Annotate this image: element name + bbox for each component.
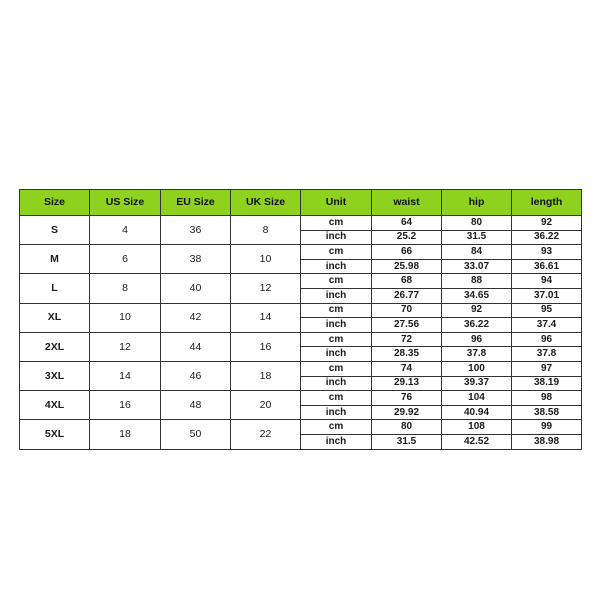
unit-cell: cm [301, 274, 372, 289]
size-cell: XL [20, 303, 90, 332]
length-cell: 37.4 [512, 318, 582, 333]
size-cell: L [20, 274, 90, 303]
uk-size-cell: 10 [231, 245, 301, 274]
hip-cell: 96 [442, 332, 512, 347]
hip-cell: 108 [442, 420, 512, 435]
header-unit: Unit [301, 190, 372, 216]
table-row [20, 274, 582, 289]
us-size-cell: 18 [90, 420, 161, 449]
unit-cell: inch [301, 288, 372, 303]
us-size-cell: 10 [90, 303, 161, 332]
table-row [20, 245, 582, 260]
eu-size-cell: 38 [161, 245, 231, 274]
us-size-cell: 16 [90, 391, 161, 420]
waist-cell: 76 [372, 391, 442, 406]
us-size-cell: 6 [90, 245, 161, 274]
uk-size-cell: 16 [231, 332, 301, 361]
header-uk-size: UK Size [231, 190, 301, 216]
length-cell: 97 [512, 361, 582, 376]
eu-size-cell: 42 [161, 303, 231, 332]
uk-size-cell: 12 [231, 274, 301, 303]
hip-cell: 92 [442, 303, 512, 318]
us-size-cell: 8 [90, 274, 161, 303]
length-cell: 93 [512, 245, 582, 260]
table-row [20, 332, 582, 347]
length-cell: 36.61 [512, 259, 582, 274]
us-size-cell: 4 [90, 216, 161, 245]
eu-size-cell: 46 [161, 361, 231, 390]
header-row [20, 190, 582, 216]
eu-size-cell: 50 [161, 420, 231, 449]
hip-cell: 100 [442, 361, 512, 376]
waist-cell: 80 [372, 420, 442, 435]
us-size-cell: 12 [90, 332, 161, 361]
uk-size-cell: 8 [231, 216, 301, 245]
hip-cell: 34.65 [442, 288, 512, 303]
hip-cell: 33.07 [442, 259, 512, 274]
table-row [20, 361, 582, 376]
waist-cell: 29.13 [372, 376, 442, 391]
length-cell: 92 [512, 216, 582, 231]
header-eu-size: EU Size [161, 190, 231, 216]
hip-cell: 36.22 [442, 318, 512, 333]
header-size: Size [20, 190, 90, 216]
hip-cell: 40.94 [442, 405, 512, 420]
unit-cell: inch [301, 405, 372, 420]
unit-cell: cm [301, 391, 372, 406]
table-row [20, 391, 582, 406]
size-cell: M [20, 245, 90, 274]
uk-size-cell: 14 [231, 303, 301, 332]
table-row [20, 216, 582, 231]
unit-cell: inch [301, 318, 372, 333]
unit-cell: cm [301, 303, 372, 318]
unit-cell: inch [301, 347, 372, 362]
uk-size-cell: 18 [231, 361, 301, 390]
size-cell: S [20, 216, 90, 245]
unit-cell: cm [301, 420, 372, 435]
hip-cell: 37.8 [442, 347, 512, 362]
unit-cell: cm [301, 216, 372, 231]
size-cell: 3XL [20, 361, 90, 390]
length-cell: 37.8 [512, 347, 582, 362]
length-cell: 96 [512, 332, 582, 347]
unit-cell: inch [301, 434, 372, 449]
eu-size-cell: 48 [161, 391, 231, 420]
hip-cell: 31.5 [442, 230, 512, 245]
header-us-size: US Size [90, 190, 161, 216]
waist-cell: 25.98 [372, 259, 442, 274]
length-cell: 98 [512, 391, 582, 406]
header-waist: waist [372, 190, 442, 216]
unit-cell: cm [301, 245, 372, 260]
length-cell: 95 [512, 303, 582, 318]
unit-cell: cm [301, 332, 372, 347]
unit-cell: cm [301, 361, 372, 376]
waist-cell: 68 [372, 274, 442, 289]
header-length: length [512, 190, 582, 216]
waist-cell: 26.77 [372, 288, 442, 303]
size-chart-table [19, 189, 582, 450]
length-cell: 38.58 [512, 405, 582, 420]
waist-cell: 27.56 [372, 318, 442, 333]
hip-cell: 84 [442, 245, 512, 260]
eu-size-cell: 44 [161, 332, 231, 361]
table-row [20, 303, 582, 318]
length-cell: 94 [512, 274, 582, 289]
waist-cell: 74 [372, 361, 442, 376]
eu-size-cell: 36 [161, 216, 231, 245]
table-row [20, 420, 582, 435]
hip-cell: 42.52 [442, 434, 512, 449]
waist-cell: 29.92 [372, 405, 442, 420]
waist-cell: 64 [372, 216, 442, 231]
unit-cell: inch [301, 230, 372, 245]
uk-size-cell: 20 [231, 391, 301, 420]
length-cell: 38.98 [512, 434, 582, 449]
waist-cell: 31.5 [372, 434, 442, 449]
length-cell: 36.22 [512, 230, 582, 245]
hip-cell: 104 [442, 391, 512, 406]
us-size-cell: 14 [90, 361, 161, 390]
length-cell: 99 [512, 420, 582, 435]
length-cell: 37.01 [512, 288, 582, 303]
hip-cell: 88 [442, 274, 512, 289]
length-cell: 38.19 [512, 376, 582, 391]
unit-cell: inch [301, 259, 372, 274]
size-cell: 4XL [20, 391, 90, 420]
waist-cell: 66 [372, 245, 442, 260]
hip-cell: 39.37 [442, 376, 512, 391]
table-header [20, 190, 582, 216]
waist-cell: 70 [372, 303, 442, 318]
size-cell: 5XL [20, 420, 90, 449]
header-hip: hip [442, 190, 512, 216]
eu-size-cell: 40 [161, 274, 231, 303]
size-cell: 2XL [20, 332, 90, 361]
table-body [20, 216, 582, 450]
waist-cell: 72 [372, 332, 442, 347]
uk-size-cell: 22 [231, 420, 301, 449]
hip-cell: 80 [442, 216, 512, 231]
waist-cell: 28.35 [372, 347, 442, 362]
waist-cell: 25.2 [372, 230, 442, 245]
unit-cell: inch [301, 376, 372, 391]
